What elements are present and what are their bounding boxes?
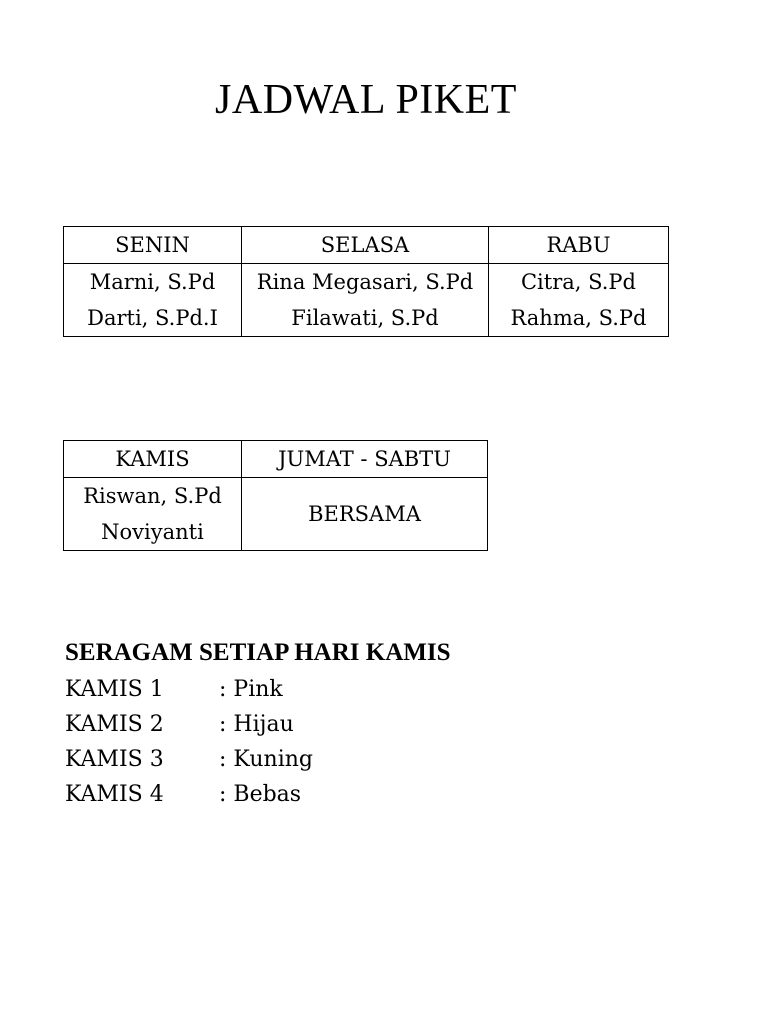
- teacher-name: Noviyanti: [101, 520, 204, 544]
- teacher-name: Citra, S.Pd: [520, 270, 637, 294]
- schedule-table-mon-wed: [63, 226, 669, 337]
- uniform-week-label: KAMIS 1: [65, 677, 164, 702]
- header-rabu: RABU: [489, 227, 669, 264]
- uniform-item: [65, 707, 665, 742]
- cell-kamis: [64, 478, 242, 551]
- table-header-row: [64, 227, 669, 264]
- cell-rabu: [489, 264, 669, 337]
- teacher-name: Rahma, S.Pd: [510, 306, 647, 330]
- uniform-item: [65, 777, 665, 812]
- cell-jumat-sabtu: [242, 478, 488, 551]
- header-selasa: SELASA: [242, 227, 489, 264]
- uniform-item: [65, 672, 665, 707]
- teacher-name: Filawati, S.Pd: [291, 306, 439, 330]
- teacher-name: BERSAMA: [308, 502, 421, 526]
- uniform-week-label: KAMIS 4: [65, 782, 164, 807]
- uniform-week-label: KAMIS 3: [65, 747, 164, 772]
- schedule-table-thu-sat: [63, 440, 488, 551]
- uniform-color: : Bebas: [219, 782, 302, 807]
- teacher-name: Riswan, S.Pd: [83, 484, 222, 508]
- uniform-color: : Hijau: [219, 712, 294, 737]
- uniform-item: [65, 742, 665, 777]
- header-senin: SENIN: [64, 227, 242, 264]
- teacher-name: Marni, S.Pd: [89, 270, 216, 294]
- table-header-row: [64, 441, 488, 478]
- header-jumat-sabtu: JUMAT - SABTU: [242, 441, 488, 478]
- uniform-heading: SERAGAM SETIAP HARI KAMIS: [65, 639, 451, 666]
- cell-selasa: [242, 264, 489, 337]
- table-row: [64, 264, 669, 337]
- uniform-section: [65, 634, 665, 812]
- teacher-name: Darti, S.Pd.I: [87, 306, 218, 330]
- uniform-color: : Kuning: [219, 747, 313, 772]
- table-row: [64, 478, 488, 551]
- uniform-color: : Pink: [219, 677, 283, 702]
- header-kamis: KAMIS: [64, 441, 242, 478]
- page-title: JADWAL PIKET: [215, 77, 517, 123]
- teacher-name: Rina Megasari, S.Pd: [256, 270, 474, 294]
- uniform-week-label: KAMIS 2: [65, 712, 164, 737]
- cell-senin: [64, 264, 242, 337]
